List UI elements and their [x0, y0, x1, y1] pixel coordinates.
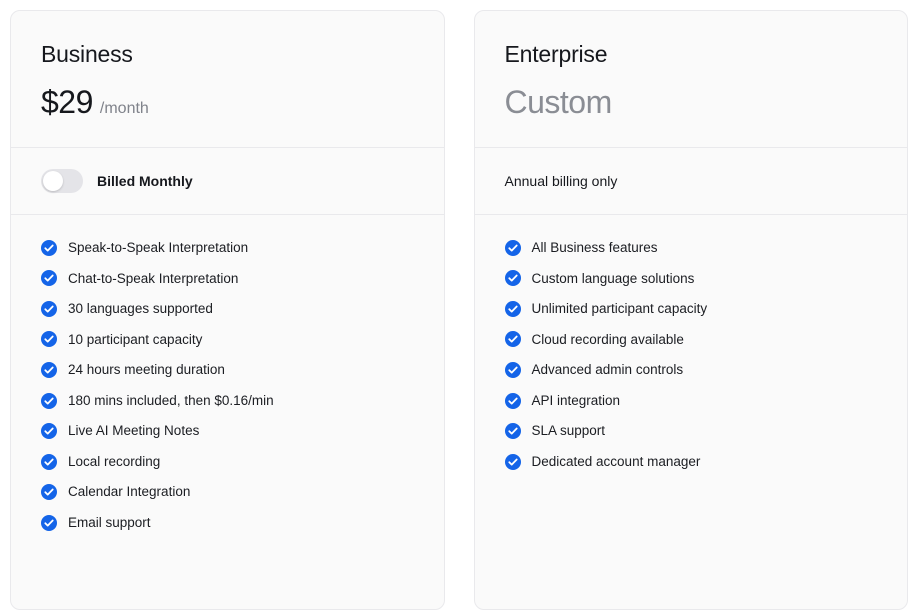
list-item [505, 422, 878, 440]
list-item [41, 361, 414, 379]
list-item [41, 392, 414, 410]
feature-label: Cloud recording available [531, 331, 684, 347]
check-circle-icon [41, 240, 57, 256]
feature-label: Email support [68, 514, 151, 530]
plan-price-business: $29 [41, 84, 93, 120]
check-circle-icon [41, 515, 57, 531]
check-circle-icon [505, 270, 521, 286]
list-item [41, 514, 414, 532]
feature-list-enterprise [475, 215, 908, 500]
feature-label: API integration [531, 392, 621, 408]
check-circle-icon [505, 423, 521, 439]
feature-list-business [11, 215, 444, 561]
feature-label: Calendar Integration [68, 484, 191, 500]
plan-header-business [11, 11, 444, 147]
plan-price-enterprise: Custom [504, 84, 612, 120]
check-circle-icon [41, 270, 57, 286]
check-circle-icon [41, 331, 57, 347]
billing-section-business [11, 147, 444, 215]
check-circle-icon [505, 454, 521, 470]
list-item [505, 270, 878, 288]
list-item [505, 300, 878, 318]
plan-header-enterprise [475, 11, 908, 147]
feature-label: Advanced admin controls [531, 362, 684, 378]
feature-label: Speak-to-Speak Interpretation [68, 240, 249, 255]
plan-card-enterprise [474, 10, 909, 610]
check-circle-icon [41, 393, 57, 409]
list-item [41, 300, 414, 318]
list-item [41, 453, 414, 471]
feature-label: Local recording [68, 453, 161, 469]
plan-price-row-business [41, 84, 414, 121]
check-circle-icon [41, 484, 57, 500]
feature-label: Unlimited participant capacity [531, 301, 708, 317]
billing-label-business: Billed Monthly [97, 173, 193, 189]
plan-price-row-enterprise [505, 84, 878, 121]
feature-label: 30 languages supported [68, 301, 213, 317]
billing-period-toggle[interactable] [41, 169, 83, 193]
feature-label: Chat-to-Speak Interpretation [68, 270, 239, 286]
list-item [41, 483, 414, 501]
list-item [505, 453, 878, 471]
list-item [505, 361, 878, 379]
plan-card-business [10, 10, 445, 610]
list-item [505, 331, 878, 349]
list-item [505, 392, 878, 410]
feature-label: 24 hours meeting duration [68, 362, 225, 378]
billing-section-enterprise [475, 147, 908, 215]
plan-name-enterprise: Enterprise [504, 41, 608, 67]
check-circle-icon [505, 301, 521, 317]
list-item [41, 331, 414, 349]
check-circle-icon [41, 454, 57, 470]
check-circle-icon [41, 423, 57, 439]
check-circle-icon [505, 393, 521, 409]
feature-label: All Business features [531, 240, 658, 255]
list-item [505, 239, 878, 257]
billing-label-enterprise: Annual billing only [504, 173, 618, 189]
list-item [41, 422, 414, 440]
check-circle-icon [505, 362, 521, 378]
feature-label: Live AI Meeting Notes [68, 423, 200, 439]
feature-label: 180 mins included, then $0.16/min [68, 392, 274, 408]
check-circle-icon [505, 331, 521, 347]
feature-label: Dedicated account manager [531, 453, 701, 469]
check-circle-icon [41, 362, 57, 378]
list-item [41, 239, 414, 257]
feature-label: SLA support [531, 423, 606, 439]
list-item [41, 270, 414, 288]
feature-label: Custom language solutions [531, 270, 695, 286]
toggle-knob [43, 171, 63, 191]
plan-price-period-business: /month [99, 100, 149, 117]
check-circle-icon [41, 301, 57, 317]
plan-name-business: Business [41, 41, 133, 67]
feature-label: 10 participant capacity [68, 331, 203, 347]
check-circle-icon [505, 240, 521, 256]
